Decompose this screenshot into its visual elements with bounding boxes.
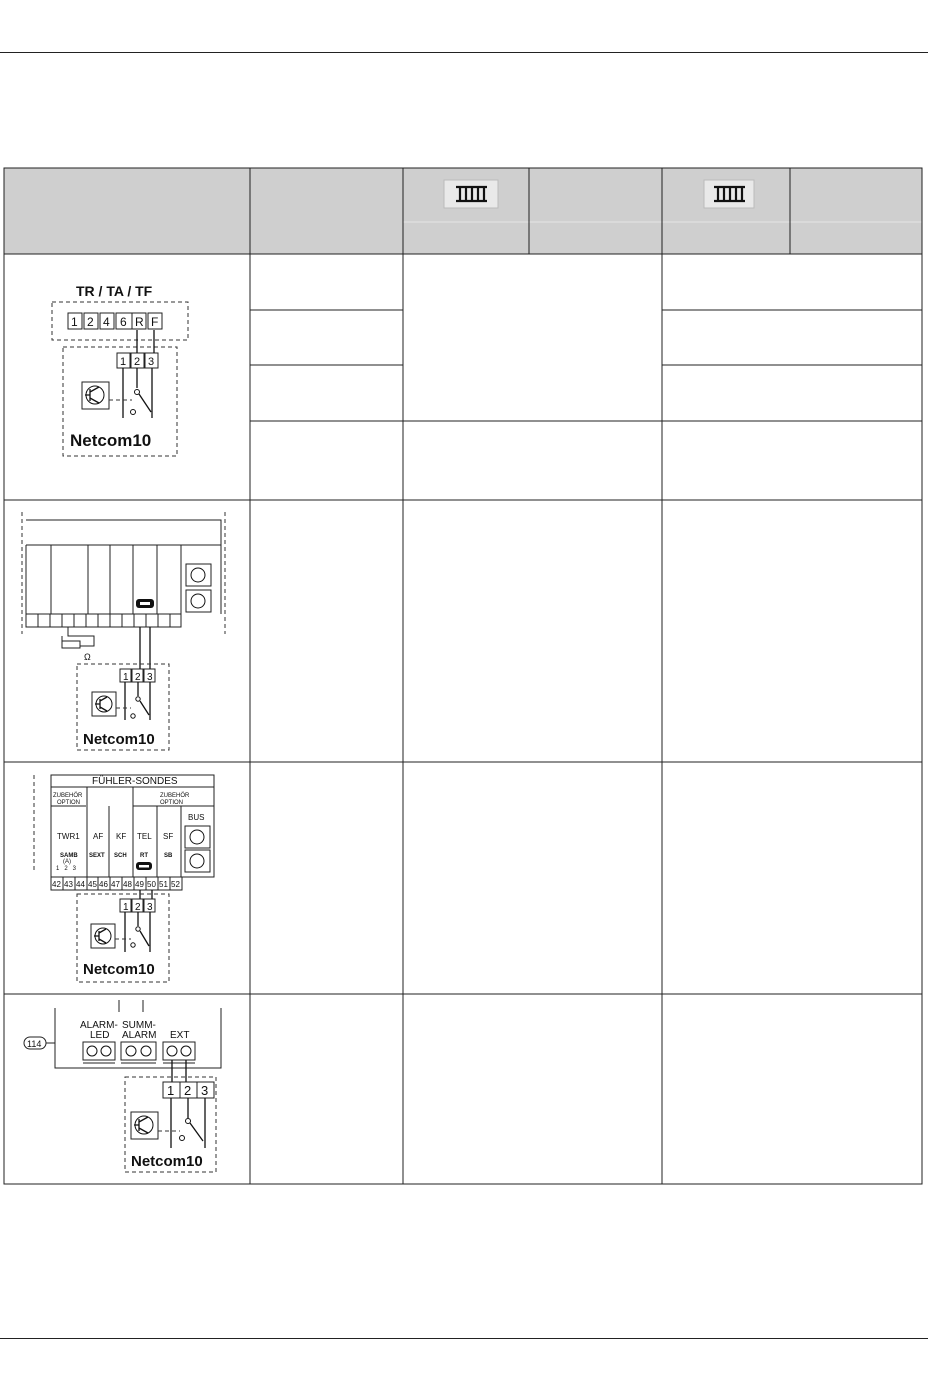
samb-nums: 1 2 3 <box>56 866 77 872</box>
wiring-diagram-tr-ta-tf <box>52 283 188 456</box>
bus-label: BUS <box>188 813 205 822</box>
relay-pin: 1 <box>123 902 129 913</box>
alarm-label: ALARM- <box>80 1020 118 1031</box>
relay-pin: 2 <box>135 672 141 683</box>
alarm-label: EXT <box>170 1030 190 1041</box>
transistor-icon <box>91 924 115 948</box>
omega-label: Ω <box>84 652 91 662</box>
relay-pin: 3 <box>148 356 155 368</box>
terminal-label: 50 <box>147 880 156 889</box>
terminal-label: 44 <box>76 880 85 889</box>
relay-switch-icon <box>171 1098 205 1148</box>
relay-pin-block <box>117 353 158 368</box>
transistor-icon <box>92 692 116 716</box>
terminal-strip <box>52 880 180 889</box>
wiring-diagram-sensors <box>34 775 214 982</box>
sensor-sub: RT <box>140 853 148 859</box>
device-label: Netcom10 <box>83 731 155 748</box>
option-label: ZUBEHÖR <box>160 793 190 799</box>
transistor-icon <box>82 382 109 409</box>
relay-pin: 2 <box>135 902 141 913</box>
option-label: OPTION <box>57 800 81 806</box>
wiring-diagram-alarm <box>24 1000 221 1172</box>
alarm-label: ALARM <box>122 1030 157 1041</box>
sensor-header: FÜHLER-SONDES <box>92 776 178 787</box>
terminal-label: 6 <box>120 315 127 329</box>
option-label: OPTION <box>160 800 184 806</box>
radiator-icon <box>444 180 498 208</box>
sensor-col: KF <box>116 832 127 841</box>
terminal-label: 1 <box>71 315 78 329</box>
alarm-label: SUMM- <box>122 1020 156 1031</box>
relay-switch-icon <box>125 912 150 952</box>
relay-pin: 3 <box>147 672 153 683</box>
diagram1-title: TR / TA / TF <box>76 283 153 299</box>
relay-pin-block <box>120 899 155 913</box>
transistor-icon <box>131 1112 158 1139</box>
relay-switch-icon <box>123 368 152 418</box>
phone-icon <box>136 599 154 608</box>
device-label: Netcom10 <box>70 431 152 450</box>
device-label: Netcom10 <box>83 961 155 978</box>
relay-switch-icon <box>125 682 150 720</box>
relay-pin: 2 <box>134 356 141 368</box>
terminal-label: 43 <box>64 880 73 889</box>
alarm-label: LED <box>90 1030 110 1041</box>
sensor-col: TWR1 <box>57 832 80 841</box>
terminal-label: 49 <box>135 880 144 889</box>
phone-icon <box>136 862 152 870</box>
relay-pin: 3 <box>201 1083 209 1098</box>
relay-pin: 2 <box>184 1083 192 1098</box>
relay-pin: 1 <box>123 672 129 683</box>
radiator-icon <box>704 180 754 208</box>
connector-block <box>83 1042 195 1063</box>
sensor-sub: SAMB <box>60 853 78 859</box>
sensor-col: AF <box>93 832 104 841</box>
terminal-label: 46 <box>99 880 108 889</box>
sensor-col: TEL <box>137 832 152 841</box>
wiring-diagram-controller <box>22 512 225 750</box>
device-label: Netcom10 <box>131 1153 203 1170</box>
relay-pin: 1 <box>167 1083 175 1098</box>
relay-pin-block <box>163 1082 214 1098</box>
option-label: ZUBEHÖR <box>53 793 83 799</box>
relay-pin-block <box>120 669 155 683</box>
terminal-label: 52 <box>171 880 180 889</box>
terminal-strip <box>68 313 162 329</box>
terminal-label: 42 <box>52 880 61 889</box>
sensor-sub: SB <box>164 853 173 859</box>
relay-pin: 3 <box>147 902 153 913</box>
terminal-label: 4 <box>103 315 110 329</box>
bus-socket-icon <box>186 564 211 612</box>
terminal-label: 51 <box>159 880 168 889</box>
terminal-label: F <box>151 315 159 329</box>
terminal-label: 48 <box>123 880 132 889</box>
terminal-label: R <box>135 315 144 329</box>
terminal-label: 45 <box>88 880 97 889</box>
sensor-sub: SCH <box>114 853 127 859</box>
terminal-label: 2 <box>87 315 94 329</box>
samb-a: (A) <box>63 859 71 865</box>
sensor-col: SF <box>163 832 174 841</box>
sensor-sub: SEXT <box>89 853 105 859</box>
terminal-label: 47 <box>111 880 120 889</box>
relay-pin: 1 <box>120 356 127 368</box>
ref-label: 114 <box>27 1039 42 1049</box>
